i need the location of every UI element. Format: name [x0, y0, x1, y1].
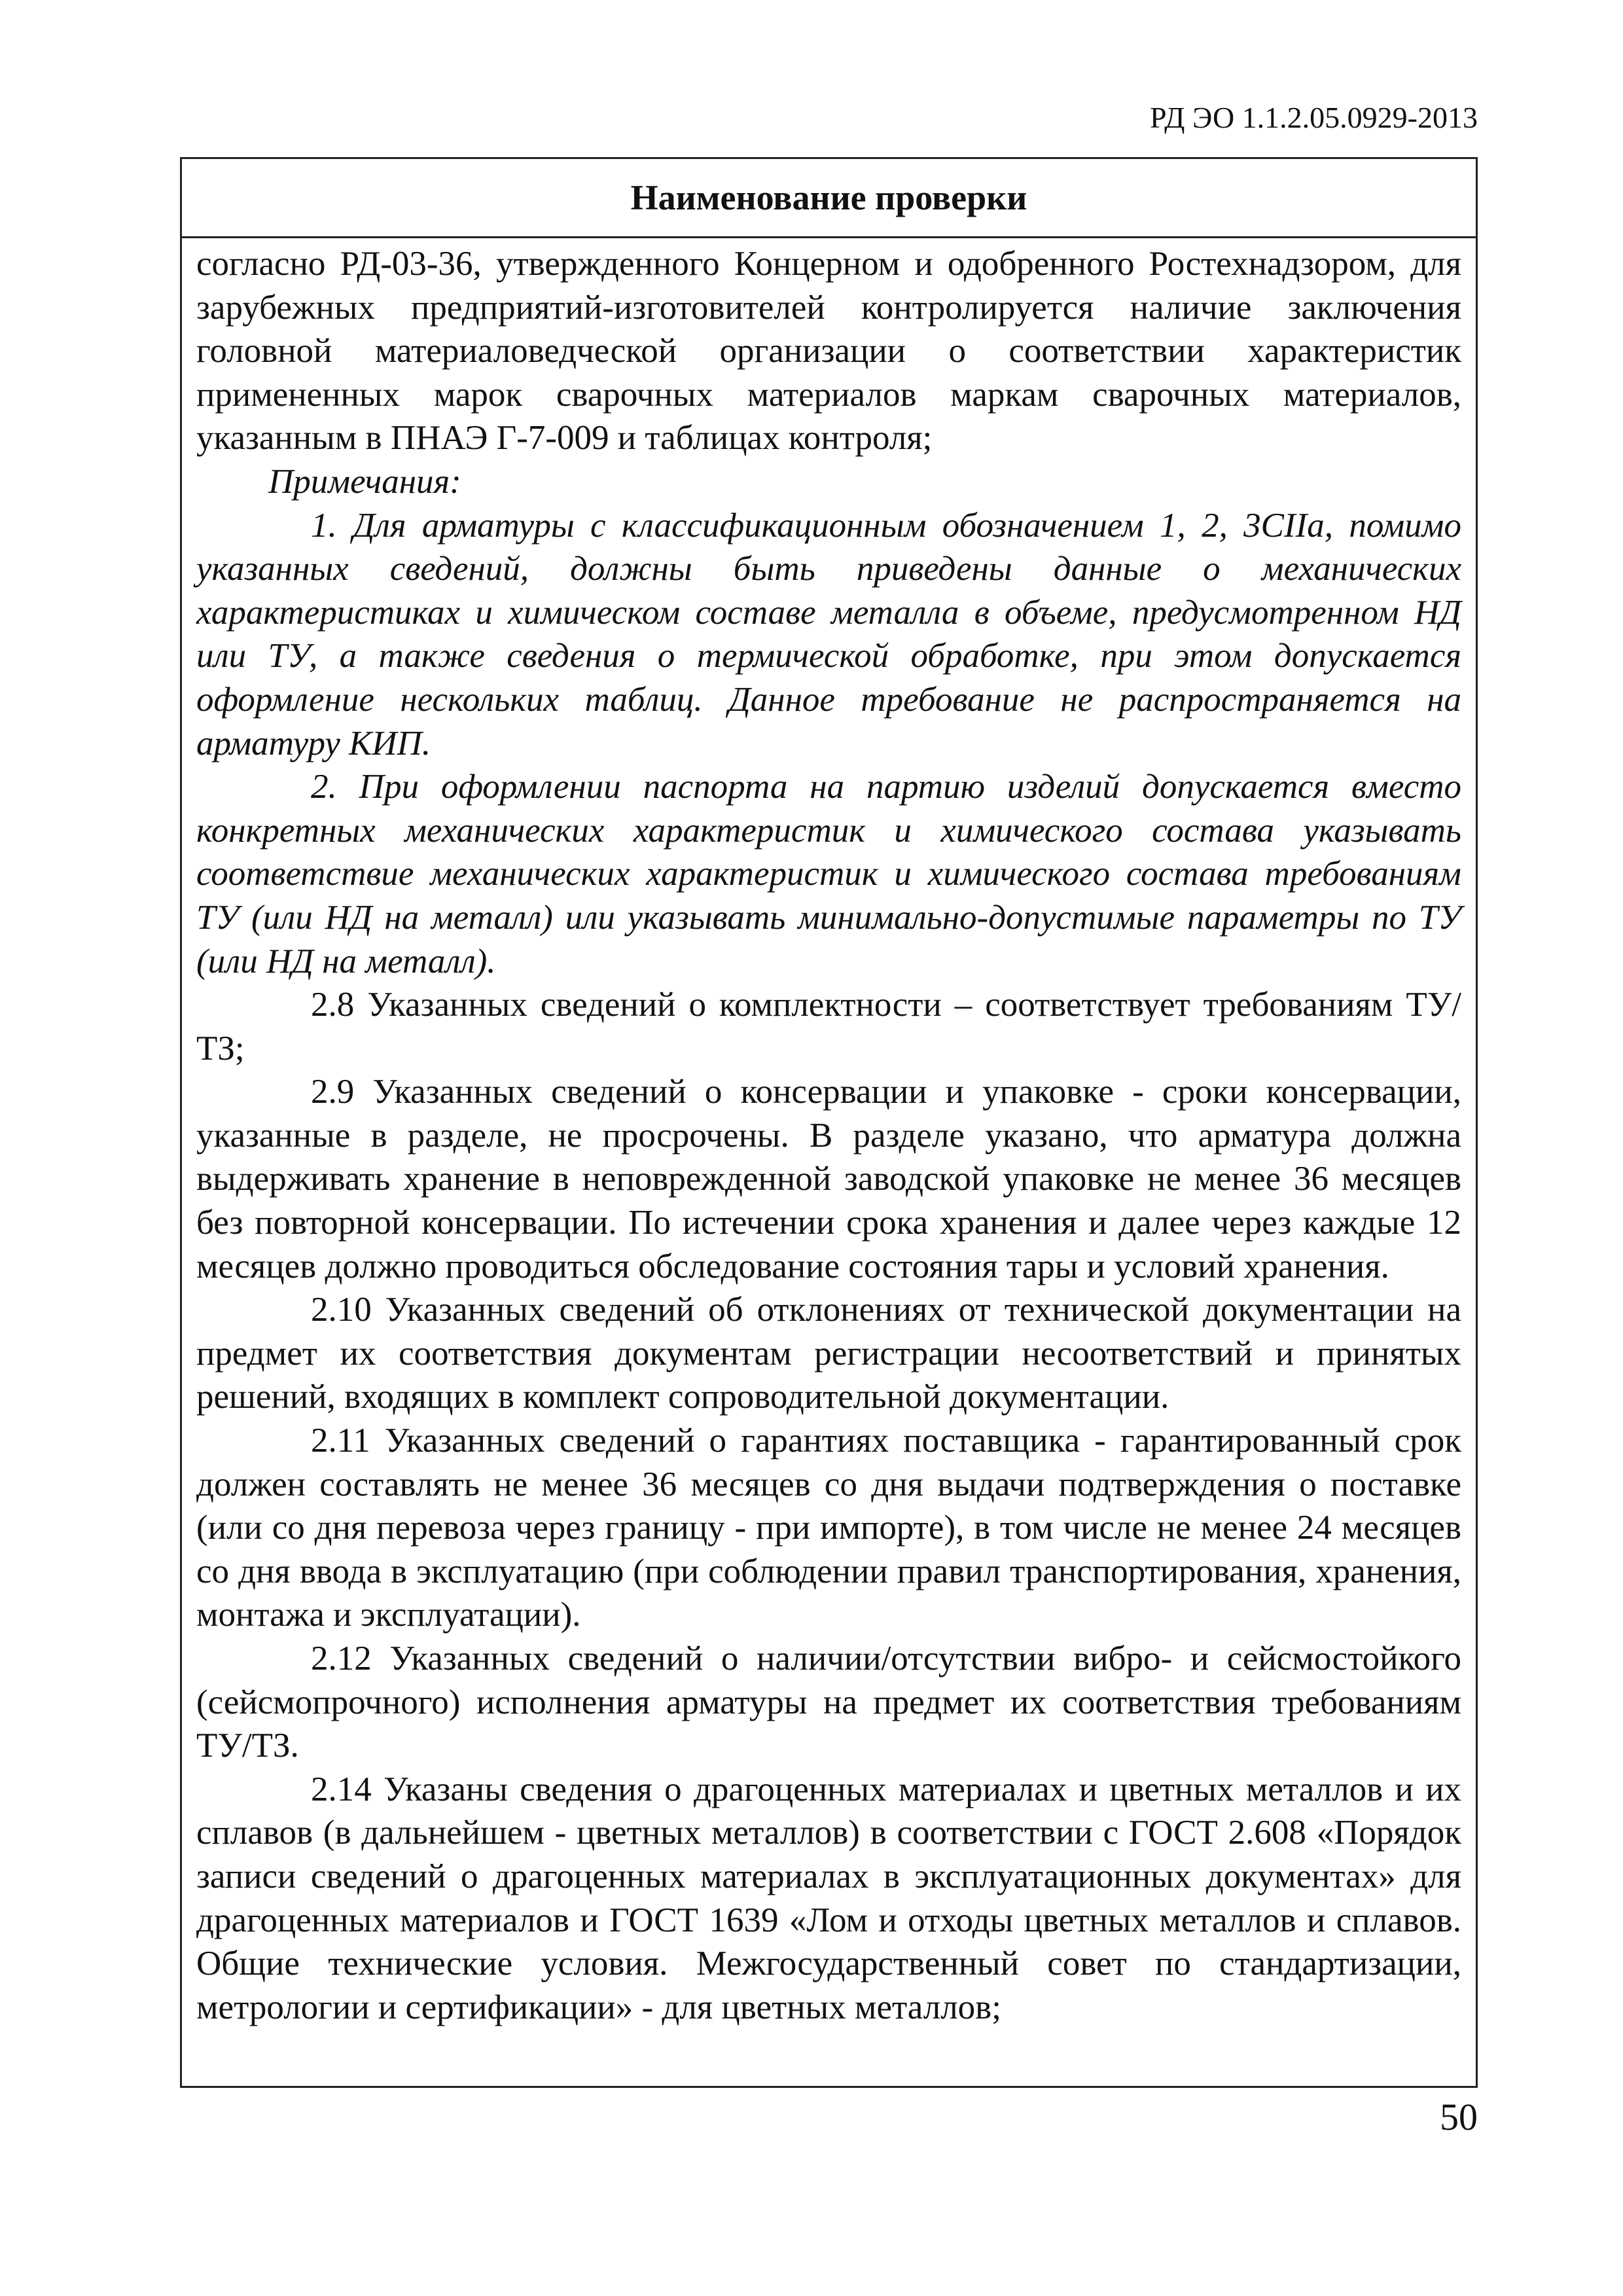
item-2-14: 2.14 Указаны сведения о драгоценных материалах и цветных металлов и их сплавов (в дальнейшем - цветных металлов) в соответствии с ГОСТ 2.608 «Порядок записи сведений о драгоценных материалах в эксплуатационных документах» для драгоценных материалов и ГОСТ 1639 «Лом и отходы цветных металлов и сплавов. Общие технические условия. Межгосударственный совет по стандартизации, метрологии и сертификации» - для цветных металлов; — [196, 1770, 1461, 2026]
item-2-8: 2.8 Указанных сведений о комплектности – соответствует требованиям ТУ/ТЗ; — [196, 986, 1461, 1067]
note-1: 1. Для арматуры с классификационным обозначением 1, 2, 3СIIа, помимо указанных сведений, должны быть приведены данные о механических характеристиках и химическом составе металла в объеме, предусмотренном НД или ТУ, а также сведения о термической обработке, при этом допускается оформление нескольких таблиц. Данное требование не распространяется на арматуру КИП. — [196, 506, 1461, 762]
item-2-11: 2.11 Указанных сведений о гарантиях поставщика - гарантированный срок должен составлять не менее 36 месяцев со дня выдачи подтверждения о поставке (или со дня перевоза через границу - при импорте), в том числе не менее 24 месяцев со дня ввода в эксплуатацию (при соблюдении правил транспортирования, хранения, монтажа и эксплуатации). — [196, 1422, 1461, 1634]
item-2-9: 2.9 Указанных сведений о консервации и упаковке - сроки консервации, указанные в разделе, не просрочены. В разделе указано, что арматура должна выдерживать хранение в неповрежденной заводской упаковке не менее 36 месяцев без повторной консервации. По истечении срока хранения и далее через каждые 12 месяцев должно проводиться обследование состояния тары и условий хранения. — [196, 1073, 1461, 1285]
item-2-10: 2.10 Указанных сведений об отклонениях от технической документации на предмет их соответствия документам регистрации несоответствий и принятых решений, входящих в комплект сопроводительной документации. — [196, 1291, 1461, 1416]
note-2: 2. При оформлении паспорта на партию изделий допускается вместо конкретных механических характеристик и химического состава указывать соответствие механических характеристик и химического состава требованиям ТУ (или НД на металл) или указывать минимально-допустимые параметры по ТУ (или НД на металл). — [196, 768, 1461, 980]
page-number: 50 — [1440, 2096, 1478, 2138]
table-header-cell — [182, 159, 1476, 238]
paragraph-intro: согласно РД-03-36, утвержденного Концерном и одобренного Ростехнадзором, для зарубежных предприятий-изготовителей контролируется наличие заключения головной материаловедческой организации о соответствии характеристик примененных марок сварочных материалов маркам сварочных материалов, указанным в ПНАЭ Г-7-009 и таблицах контроля; — [196, 245, 1461, 457]
inspection-table — [180, 157, 1478, 2088]
notes-heading: Примечания: — [268, 462, 461, 501]
document-code: РД ЭО 1.1.2.05.0929-2013 — [1150, 101, 1478, 134]
table-body-cell — [182, 238, 1476, 2029]
column-header: Наименование проверки — [630, 178, 1027, 217]
item-2-12: 2.12 Указанных сведений о наличии/отсутствии вибро- и сейсмостойкого (сейсмопрочного) исполнения арматуры на предмет их соответствия требованиям ТУ/ТЗ. — [196, 1640, 1461, 1765]
